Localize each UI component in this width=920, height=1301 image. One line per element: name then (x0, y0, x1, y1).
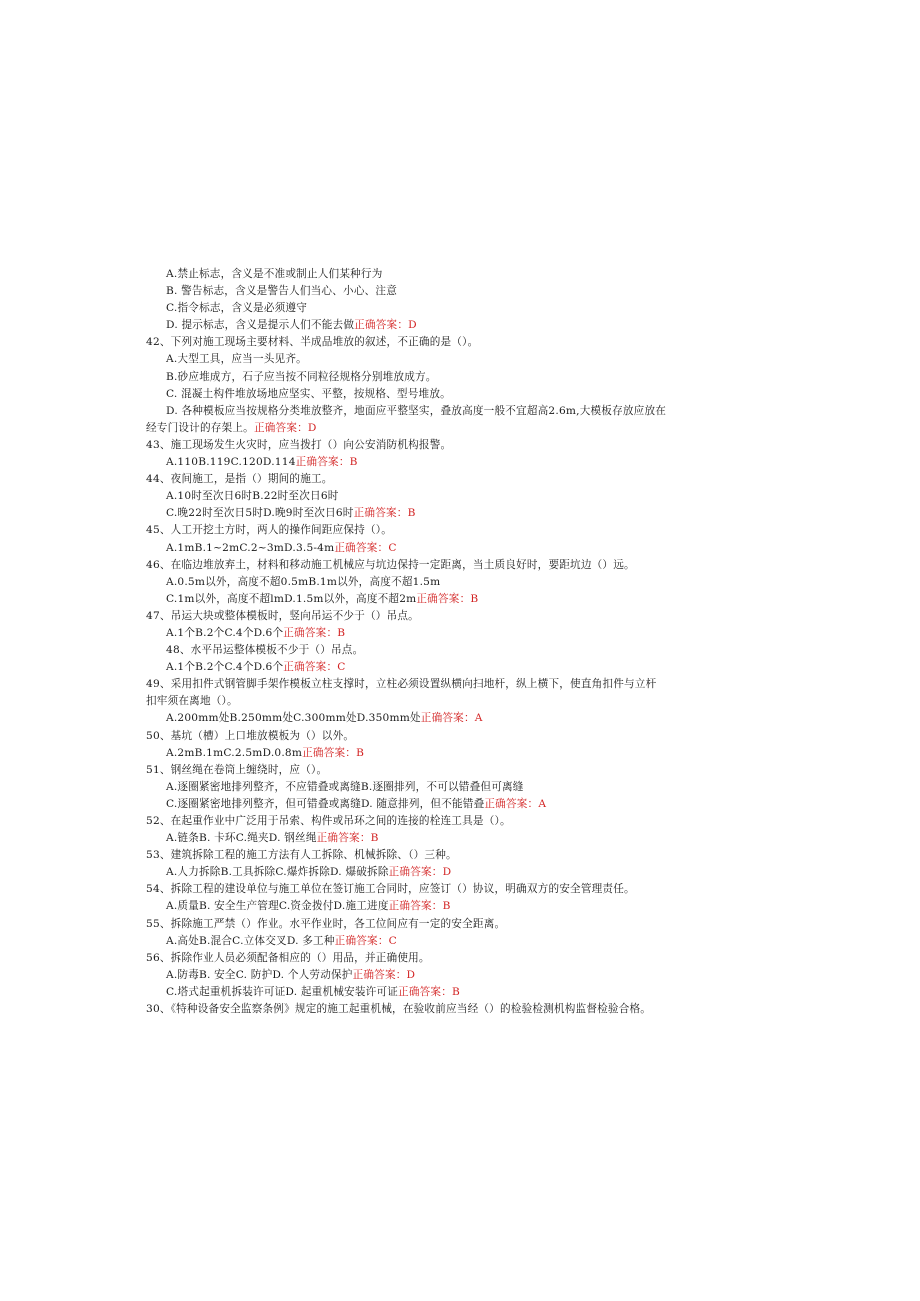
line-text: A.大型工具，应当一头见齐。 (166, 353, 307, 366)
question-line (0, 471, 920, 488)
question-line (0, 728, 920, 745)
answer-label: 正确答案：B (353, 507, 416, 520)
line-text: A.200mm处B.250mm处C.300mm处D.350mm处 (166, 712, 421, 725)
line-text: 49、采用扣件式钢管脚手架作模板立柱支撑时，立柱必须设置纵横向扫地杆，纵上横下，使直角扣件与立杆 (146, 678, 657, 691)
question-line (0, 693, 920, 710)
line-text: A.质量B. 安全生产管理C.资金拨付D.施工进度 (166, 900, 389, 913)
line-text: 50、基坑（槽）上口堆放模板为（）以外。 (146, 729, 355, 742)
question-line (0, 420, 920, 437)
answer-label: 正确答案：D (352, 968, 416, 981)
line-text: C.指令标志，含义是必须遵守 (166, 302, 308, 315)
answer-label: 正确答案：B (283, 626, 346, 639)
line-text: A.10时至次日6时B.22时至次日6时 (166, 490, 339, 503)
answer-label: 正确答案：C (334, 934, 397, 947)
line-text: A.链条B. 卡环C.绳夹D. 钢丝绳 (166, 832, 317, 845)
line-text: 46、在临边堆放弃土，材料和移动施工机械应与坑边保持一定距离，当土质良好时，要距坑边（）远。 (146, 558, 635, 571)
answer-label: 正确答案：D (354, 319, 417, 332)
option-line (0, 300, 920, 317)
line-text: C. 混凝土构件堆放场地应坚实、平整，按规格、型号堆放。 (166, 387, 451, 400)
line-text: 42、下列对施工现场主要材料、半成品堆放的叙述，不正确的是（）。 (146, 336, 479, 349)
option-line (0, 984, 920, 1001)
line-text: A.人力拆除B.工具拆除C.爆炸拆除D. 爆破拆除 (166, 866, 389, 879)
question-line (0, 334, 920, 351)
option-line (0, 505, 920, 522)
option-line (0, 283, 920, 300)
line-text: D. 提示标志，含义是提示人们不能去做 (166, 319, 355, 332)
line-text: A.2mB.1mC.2.5mD.0.8m (166, 746, 303, 759)
option-line (0, 745, 920, 762)
line-text: A.高处B.混合C.立体交叉D. 多工种 (166, 934, 335, 947)
option-line (0, 967, 920, 984)
option-line (0, 317, 920, 334)
answer-label: 正确答案：B (398, 985, 460, 998)
option-line (0, 369, 920, 386)
line-text: A.0.5m以外，高度不超0.5mB.1m以外，高度不超1.5m (166, 575, 441, 588)
answer-label: 正确答案：B (416, 592, 479, 605)
option-line (0, 403, 920, 420)
question-line (0, 557, 920, 574)
line-text: A.1个B.2个C.4个D.6个 (166, 626, 284, 639)
question-line (0, 437, 920, 454)
answer-label: 正确答案：A (484, 797, 547, 810)
line-text: 45、人工开挖土方时，两人的操作间距应保持（）。 (146, 524, 393, 537)
line-text: 30、《特种设备安全监察条例》规定的施工起重机械，在验收前应当经（）的检验检测机构监督检验合格。 (146, 1003, 652, 1016)
option-line (0, 864, 920, 881)
line-text: D. 各种模板应当按规格分类堆放整齐，地面应平整坚实，叠放高度一般不宜超高2.6m,大模板存放应放在 (166, 404, 667, 417)
question-list (0, 266, 920, 1018)
answer-label: 正确答案：B (316, 832, 379, 845)
line-text: A.1mB.1~2mC.2~3mD.3.5-4m (166, 541, 335, 554)
line-text: C.1m以外，高度不超lmD.1.5m以外，高度不超2m (166, 592, 417, 605)
line-text: A.防毒B. 安全C. 防护D. 个人劳动保护 (166, 968, 353, 981)
option-line (0, 625, 920, 642)
answer-label: 正确答案：B (388, 900, 451, 913)
option-line (0, 710, 920, 727)
answer-label: 正确答案：C (334, 541, 397, 554)
line-text: C.逐圈紧密地排列整齐，但可错叠或离缝D. 随意排列，但不能错叠 (166, 797, 485, 810)
line-text: A.110B.119C.120D.114 (166, 456, 296, 469)
option-line (0, 488, 920, 505)
answer-label: 正确答案：B (302, 746, 365, 759)
line-text: 44、夜间施工，是指（）期间的施工。 (146, 473, 333, 486)
question-line (0, 762, 920, 779)
line-text: 51、钢丝绳在卷筒上缠绕时，应（）。 (146, 763, 328, 776)
question-line (0, 676, 920, 693)
line-text: 52、在起重作业中广泛用于吊索、构件或吊环之间的连接的栓连工具是（）。 (146, 815, 511, 827)
line-text: A.逐圈紧密地排列整齐，不应错叠或离缝B.逐圈排列，不可以错叠但可离缝 (166, 780, 524, 793)
option-line (0, 591, 920, 608)
question-line (0, 916, 920, 933)
option-line (0, 898, 920, 915)
option-line (0, 830, 920, 847)
question-line (0, 1001, 920, 1018)
line-text: A.1个B.2个C.4个D.6个 (166, 661, 284, 674)
option-line (0, 351, 920, 368)
answer-label: 正确答案：D (253, 421, 317, 434)
line-text: C.晚22时至次日5时D.晚9时至次日6时 (166, 507, 354, 520)
line-text: 47、吊运大块或整体模板时，竖向吊运不少于（）吊点。 (146, 609, 419, 622)
option-line (0, 454, 920, 471)
question-line (0, 847, 920, 864)
line-text: 53、建筑拆除工程的施工方法有人工拆除、机械拆除、（）三种。 (146, 849, 457, 862)
question-line (0, 813, 920, 830)
line-text: 经专门设计的存架上。 (146, 421, 254, 434)
line-text: 43、施工现场发生火灾时，应当拨打（）向公安消防机构报警。 (146, 438, 452, 451)
option-line (0, 386, 920, 403)
answer-label: 正确答案：B (295, 456, 358, 469)
answer-label: 正确答案：A (420, 712, 483, 725)
document-page (0, 266, 920, 1018)
option-line (0, 574, 920, 591)
option-line (0, 642, 920, 659)
line-text: C.塔式起重机拆装许可证D. 起重机械安装许可证 (166, 985, 399, 998)
answer-label: 正确答案：C (283, 661, 346, 674)
option-line (0, 659, 920, 676)
option-line (0, 796, 920, 813)
option-line (0, 933, 920, 950)
question-line (0, 950, 920, 967)
line-text: 48、水平吊运整体模板不少于（）吊点。 (166, 644, 364, 657)
question-line (0, 608, 920, 625)
line-text: 54、拆除工程的建设单位与施工单位在签订施工合同时，应签订（）协议，明确双方的安全管理责任。 (146, 883, 635, 896)
answer-label: 正确答案：D (388, 866, 452, 879)
option-line (0, 779, 920, 796)
option-line (0, 540, 920, 557)
line-text: 扣牢须在离地（）。 (146, 695, 238, 708)
line-text: B. 警告标志，含义是警告人们当心、小心、注意 (166, 285, 397, 298)
question-line (0, 881, 920, 898)
question-line (0, 522, 920, 539)
line-text: 56、拆除作业人员必须配备相应的（）用品，并正确使用。 (146, 951, 430, 964)
line-text: 55、拆除施工严禁（）作业。水平作业时，各工位间应有一定的安全距离。 (146, 917, 506, 930)
option-line (0, 266, 920, 283)
line-text: B.砂应堆成方，石子应当按不同粒径规格分别堆放成方。 (166, 370, 437, 383)
line-text: A.禁止标志，含义是不准或制止人们某种行为 (166, 268, 383, 280)
